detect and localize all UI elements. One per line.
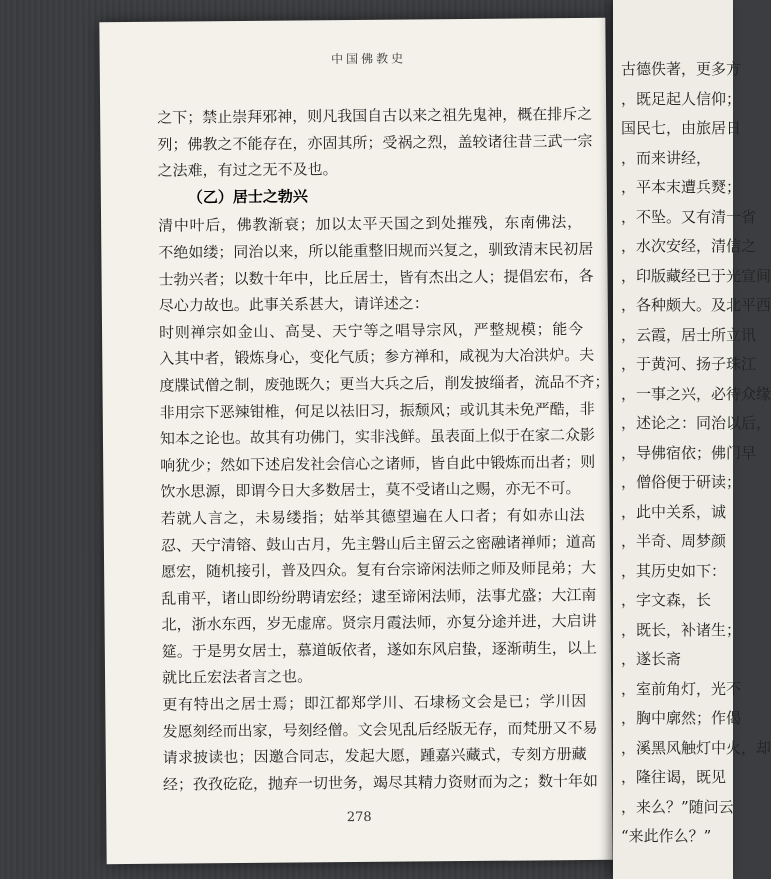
text-line: 不绝如缕；同治以来，所以能重整旧规而兴复之，驯致清末民初居 — [158, 239, 594, 262]
text-line: 请求披读也；因邀合同志，发起大愿，踵嘉兴藏式，专刻方册藏 — [162, 745, 587, 767]
text-line: 列；佛教之不能存在，亦固其所；受祸之烈，盖较诸往昔三武一宗 — [157, 131, 593, 154]
text-line: 时则禅宗如金山、高旻、天宁等之唱导宗风，严整规模；能今 — [158, 319, 584, 342]
text-line: 筵。于是男女居士，慕道皈依者，遂如东风启蛰，逐渐萌生，以上 — [161, 638, 597, 661]
text-line: 若就人言之，未易缕指；姑举其德望遍在人口者；有如赤山法 — [160, 505, 585, 528]
right-text-line: ，此中关系，诚 — [621, 502, 727, 521]
right-text-line: ，僧俗便于研读； — [621, 473, 742, 491]
right-text-line: ，印版藏经已于光宣间 — [621, 266, 771, 285]
right-text-line: 古德佚著，更多方 — [621, 60, 742, 78]
right-text-line: ，水次安经，清信之 — [621, 237, 757, 255]
text-line: 响犹少；然如下述启发社会信心之诸师，皆自此中锻炼而出者；则 — [160, 452, 596, 475]
right-text-line: ，导佛宿依；佛门早 — [621, 443, 757, 462]
right-text-line: ，来么？”随问云 — [621, 797, 734, 816]
right-text-line: ，遂长斋 — [621, 650, 682, 668]
text-line: 饮水思源，即谓今日大多数居士，莫不受诸山之赐，亦无不可。 — [160, 479, 581, 502]
right-text-line: ，溪黑风触灯中火，却 — [621, 738, 771, 757]
right-text-line: “来此作么？” — [621, 827, 712, 845]
left-book-page — [99, 18, 612, 864]
text-line: 清中叶后，佛教渐衰；加以太平天国之到处摧残，东南佛法， — [158, 213, 583, 236]
text-line: 尽心力故也。此事关系甚大，请详述之： — [158, 294, 429, 315]
text-line: 之法难，有过之无不及也。 — [157, 160, 338, 180]
right-text-line: ，不坠。又有清一省 — [621, 207, 757, 226]
running-head: 中国佛教史 — [331, 51, 407, 67]
right-text-line: ，隆往谒，既见 — [621, 768, 727, 786]
text-line: 度牒试僧之制，废弛既久；更当大兵之后，削发披缁者，流品不齐； — [159, 372, 610, 395]
right-text-line: ，述论之：同治以后， — [621, 414, 771, 432]
text-line: 知本之论也。故其有功佛门，实非浅鲜。虽表面上似于在家二众影 — [159, 426, 596, 448]
text-line: 经；孜孜矻矻，抛弃一切世务，竭尽其精力资财而为之；数十年如 — [162, 771, 599, 794]
right-text-line: ，云霞，居士所立讯 — [621, 325, 757, 344]
right-text-line: ，既长，补诸生； — [621, 620, 742, 639]
right-book-page — [613, 0, 771, 879]
right-text-line: ，既足起人信仰； — [621, 89, 742, 108]
text-line: 发愿刻经而出家，号刻经僧。文会见乱后经版无存，而梵册又不易 — [162, 718, 598, 741]
right-text-line: 国民七，由旅居日 — [621, 119, 742, 137]
right-text-line: ，而来讲经， — [621, 148, 712, 167]
right-text-line: ，半奇、周梦颜 — [621, 532, 727, 550]
text-line: 忍、天宁清镕、鼓山古月，先主磐山后主留云之密融诸禅师；道高 — [160, 532, 596, 555]
right-text-line: ，字文森，长 — [621, 591, 712, 609]
right-text-line: ，胸中廓然；作偈 — [621, 709, 742, 727]
right-text-line: ，一事之兴，必待众缘 — [621, 384, 771, 403]
right-text-line: ，其历史如下： — [621, 561, 727, 580]
text-line: 士勃兴者；以数十年中，比丘居士，皆有杰出之人；提倡宏布，各 — [158, 266, 594, 289]
text-line: 愿宏，随机接引，普及四众。复有台宗谛闲法师之师及师昆弟；大 — [161, 559, 597, 581]
right-text-line: ，室前角灯，光不 — [621, 679, 742, 698]
section-heading: （乙）居士之勃兴 — [187, 187, 308, 207]
text-line: 非用宗下恶辣钳椎，何足以祛旧习，振颓风；或讥其未免严酷，非 — [159, 399, 595, 422]
text-line: 入其中者，锻炼身心，变化气质；参方禅和，咸视为大冶洪炉。夫 — [159, 346, 595, 369]
text-line: 更有特出之居士焉；即江都郑学川、石埭杨文会是已；学川因 — [162, 692, 587, 714]
text-line: 就比丘宏法者言之也。 — [161, 667, 313, 688]
page-number: 278 — [346, 809, 372, 826]
text-line: 乱甫平，诸山即纷纷聘请宏经；逮至谛闲法师，法事尤盛；大江南 — [161, 585, 597, 608]
text-line: 北，浙水东西，岁无虚席。贤宗月霞法师，亦复分途并进，大启讲 — [161, 612, 597, 634]
right-text-line: ，于黄河、扬子珠江 — [621, 355, 757, 373]
text-line: 之下；禁止崇拜邪神，则凡我国自古以来之祖先鬼神，概在排斥之 — [157, 104, 593, 127]
page-text-block — [157, 48, 610, 798]
right-text-line: ，各种颇大。及北平西 — [621, 296, 771, 314]
right-text-line: ，平本末遭兵燹； — [621, 178, 742, 196]
